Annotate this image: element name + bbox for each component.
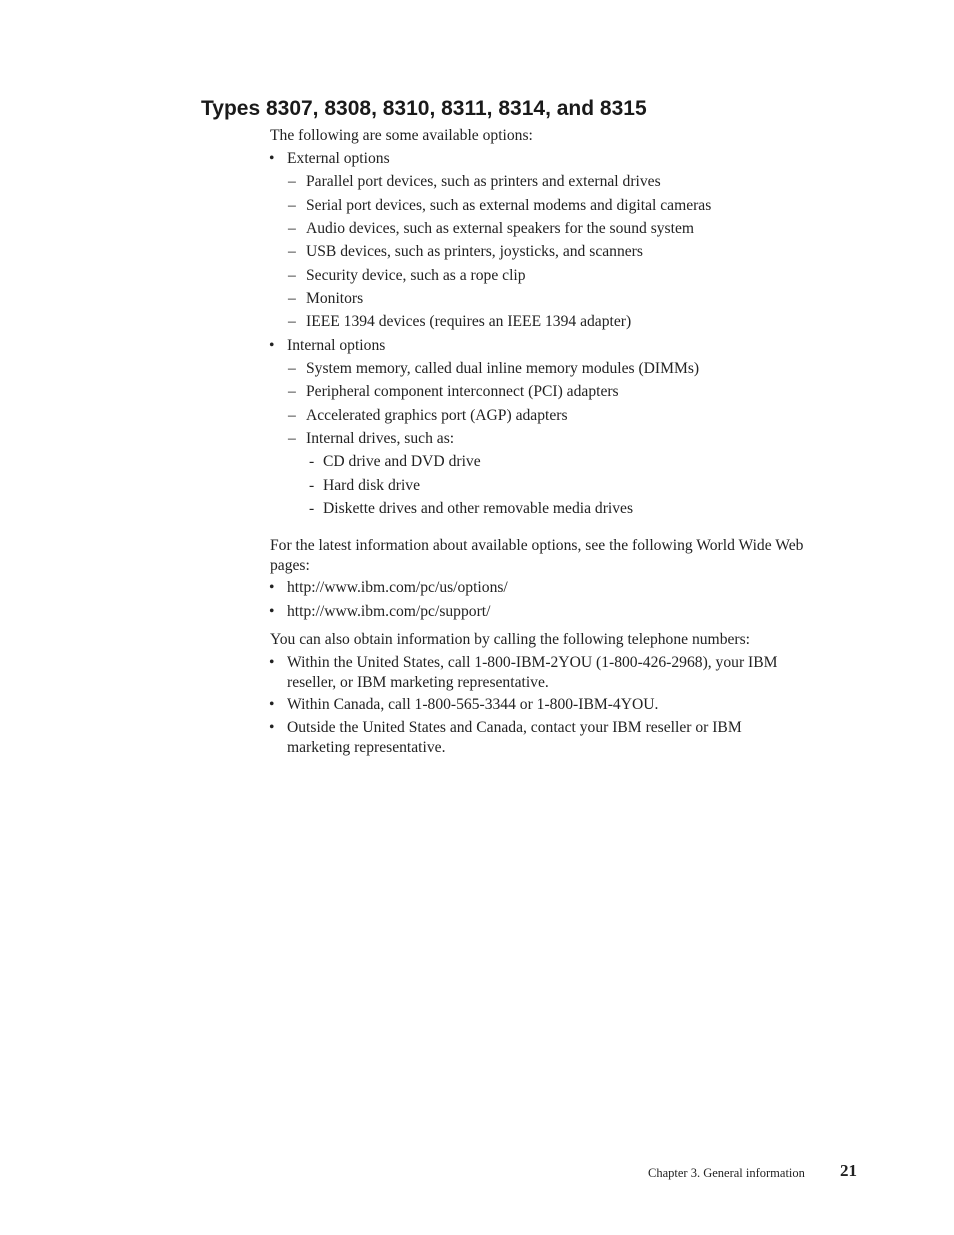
dash-marker: – bbox=[288, 383, 296, 400]
list-item: Security device, such as a rope clip bbox=[306, 267, 526, 284]
hyphen-marker: - bbox=[309, 500, 315, 517]
list-item: USB devices, such as printers, joysticks, and scanners bbox=[306, 243, 643, 260]
list-item: IEEE 1394 devices (requires an IEEE 1394 adapter) bbox=[306, 313, 632, 330]
web-link[interactable]: http://www.ibm.com/pc/support/ bbox=[287, 603, 491, 620]
list-item: Audio devices, such as external speakers for the sound system bbox=[306, 220, 695, 237]
list-item: CD drive and DVD drive bbox=[323, 453, 481, 470]
phone-intro-text: You can also obtain information by calling the following telephone numbers: bbox=[270, 631, 751, 648]
dash-marker: – bbox=[288, 267, 296, 284]
intro-text: The following are some available options: bbox=[270, 127, 533, 144]
list-item: Peripheral component interconnect (PCI) adapters bbox=[306, 383, 619, 400]
bullet-marker: • bbox=[269, 603, 275, 620]
list-item: Serial port devices, such as external modems and digital cameras bbox=[306, 197, 712, 214]
hyphen-marker: - bbox=[309, 453, 315, 470]
hyphen-marker: - bbox=[309, 477, 315, 494]
web-link[interactable]: http://www.ibm.com/pc/us/options/ bbox=[287, 579, 508, 596]
dash-marker: – bbox=[288, 290, 296, 307]
list-item: System memory, called dual inline memory modules (DIMMs) bbox=[306, 360, 700, 377]
web-intro-text: For the latest information about available options, see the following World Wide Web pages: bbox=[270, 537, 804, 574]
bullet-marker: • bbox=[269, 337, 275, 354]
bullet-marker: • bbox=[269, 579, 275, 596]
dash-marker: – bbox=[288, 173, 296, 190]
list-item: Internal drives, such as: bbox=[306, 430, 455, 447]
list-item: Within the United States, call 1-800-IBM-2YOU (1-800-426-2968), your IBM reseller, or IBM marketing representative. bbox=[287, 654, 778, 691]
dash-marker: – bbox=[288, 220, 296, 237]
bullet-marker: • bbox=[269, 719, 275, 736]
dash-marker: – bbox=[288, 430, 296, 447]
dash-marker: – bbox=[288, 313, 296, 330]
dash-marker: – bbox=[288, 360, 296, 377]
list-item: Within Canada, call 1-800-565-3344 or 1-800-IBM-4YOU. bbox=[287, 696, 659, 713]
bullet-marker: • bbox=[269, 150, 275, 167]
list-item: Outside the United States and Canada, contact your IBM reseller or IBM marketing representative. bbox=[287, 719, 742, 756]
bullet-marker: • bbox=[269, 654, 275, 671]
list-item: Hard disk drive bbox=[323, 477, 421, 494]
list-item: Accelerated graphics port (AGP) adapters bbox=[306, 407, 568, 424]
dash-marker: – bbox=[288, 407, 296, 424]
internal-options-label: Internal options bbox=[287, 337, 386, 354]
dash-marker: – bbox=[288, 197, 296, 214]
list-item: Diskette drives and other removable media drives bbox=[323, 500, 634, 517]
page-title: Types 8307, 8308, 8310, 8311, 8314, and 8315 bbox=[201, 97, 647, 120]
page-number: 21 bbox=[840, 1161, 857, 1180]
bullet-marker: • bbox=[269, 696, 275, 713]
chapter-footer: Chapter 3. General information bbox=[648, 1166, 805, 1180]
list-item: Parallel port devices, such as printers and external drives bbox=[306, 173, 661, 190]
list-item: Monitors bbox=[306, 290, 364, 307]
external-options-label: External options bbox=[287, 150, 390, 167]
dash-marker: – bbox=[288, 243, 296, 260]
